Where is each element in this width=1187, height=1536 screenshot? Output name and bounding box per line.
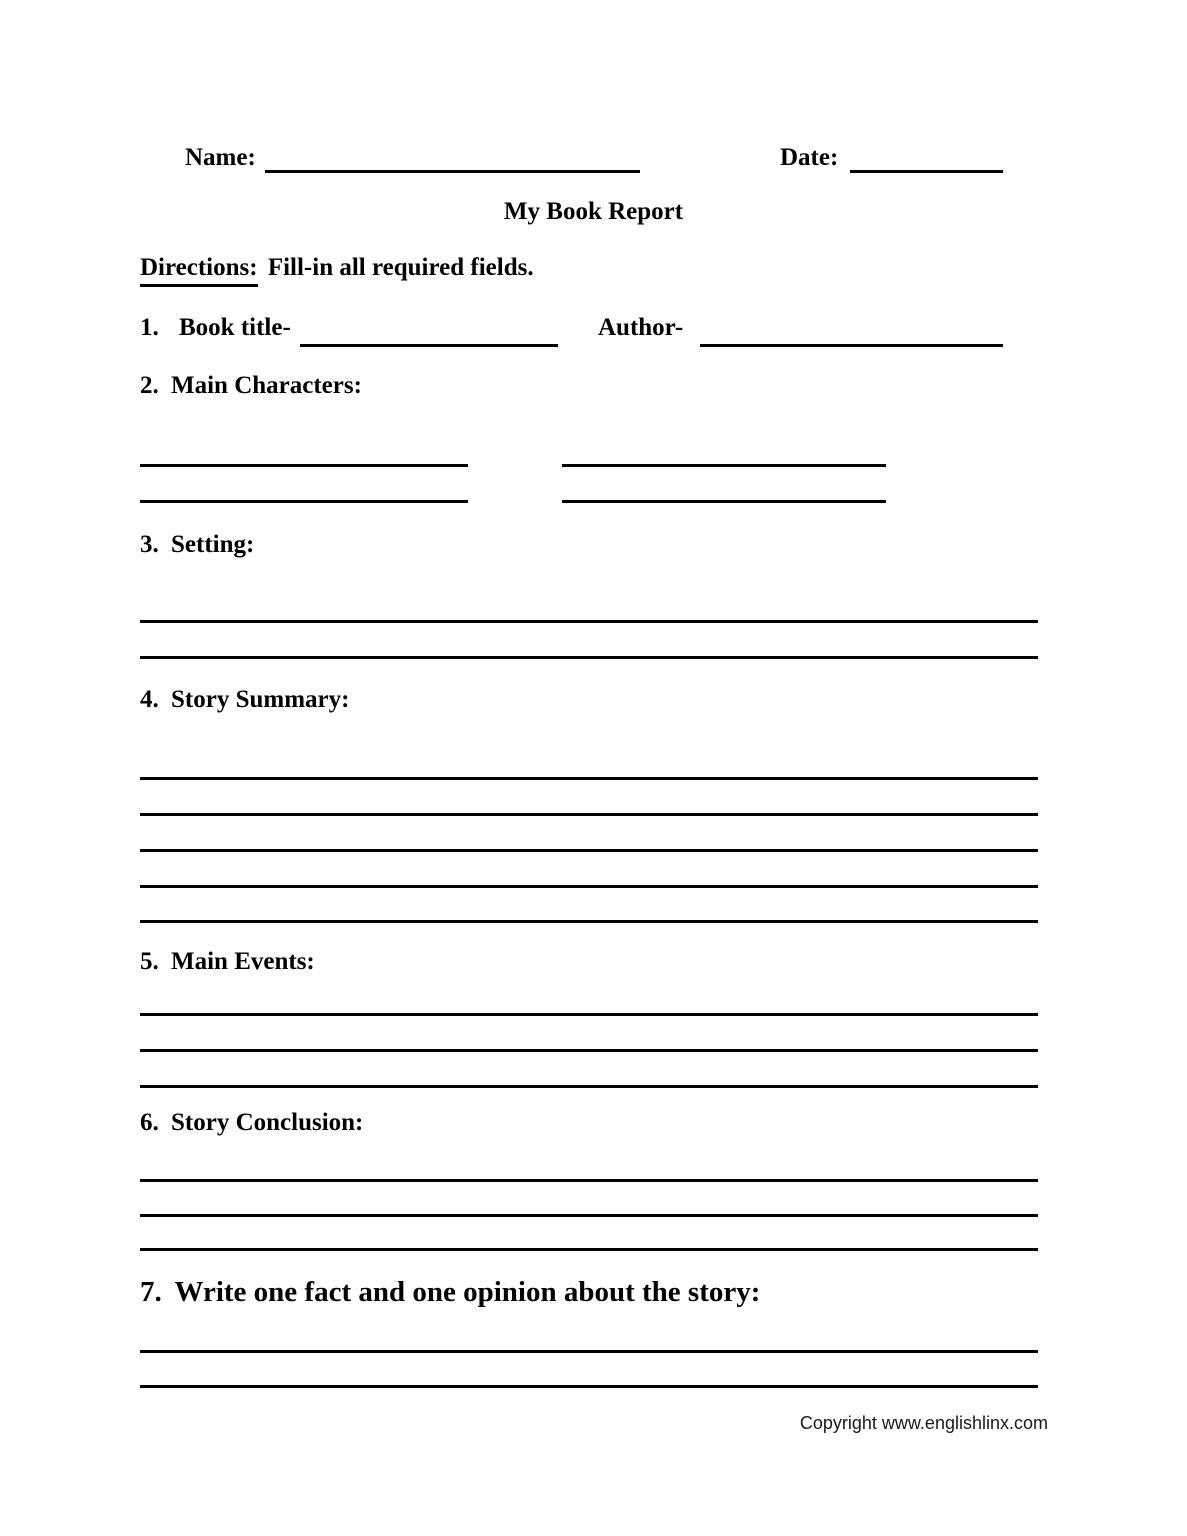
date-blank-line <box>850 170 1003 173</box>
story-conclusion-blank-line-2 <box>140 1214 1038 1217</box>
fact-opinion-blank-line-1 <box>140 1350 1038 1353</box>
author-label: Author- <box>598 314 684 341</box>
q3-number: 3. <box>140 531 159 558</box>
story-summary-blank-line-3 <box>140 849 1038 852</box>
q4-heading <box>140 686 349 715</box>
main-events-blank-line-3 <box>140 1085 1038 1088</box>
q2-heading <box>140 372 362 401</box>
q3-heading <box>140 531 254 560</box>
name-blank-line <box>265 170 640 173</box>
story-summary-blank-line-2 <box>140 813 1038 816</box>
fact-opinion-blank-line-2 <box>140 1385 1038 1388</box>
main-events-label: Main Events: <box>171 948 315 975</box>
directions-label: Directions: <box>140 254 258 287</box>
directions <box>140 254 534 287</box>
story-summary-blank-line-4 <box>140 885 1038 888</box>
story-summary-blank-line-5 <box>140 920 1038 923</box>
setting-label: Setting: <box>171 531 255 558</box>
main-events-blank-line-2 <box>140 1049 1038 1052</box>
q7-heading <box>140 1276 760 1309</box>
main-characters-blank-line-2 <box>562 464 886 467</box>
main-characters-blank-line-4 <box>562 500 886 503</box>
q5-number: 5. <box>140 948 159 975</box>
q7-number: 7. <box>140 1276 162 1308</box>
name-label: Name: <box>185 144 256 171</box>
main-characters-label: Main Characters: <box>171 372 362 399</box>
q6-heading <box>140 1109 363 1138</box>
directions-text: Fill-in all required fields. <box>267 254 534 281</box>
q6-number: 6. <box>140 1109 159 1136</box>
main-characters-blank-line-1 <box>140 464 468 467</box>
q5-heading <box>140 948 315 977</box>
story-conclusion-blank-line-1 <box>140 1179 1038 1182</box>
book-title-label: Book title- <box>179 314 291 341</box>
main-events-blank-line-1 <box>140 1013 1038 1016</box>
q4-number: 4. <box>140 686 159 713</box>
q1-number: 1. <box>140 314 159 341</box>
fact-opinion-label: Write one fact and one opinion about the story: <box>174 1276 761 1308</box>
q2-number: 2. <box>140 372 159 399</box>
book-title-blank-line <box>300 344 558 347</box>
date-label: Date: <box>780 144 839 171</box>
q1-heading <box>140 314 291 343</box>
author-blank-line <box>700 344 1003 347</box>
story-summary-blank-line-1 <box>140 777 1038 780</box>
setting-blank-line-2 <box>140 656 1038 659</box>
story-summary-label: Story Summary: <box>171 686 350 713</box>
page-title: My Book Report <box>503 198 684 225</box>
copyright-text: Copyright www.englishlinx.com <box>799 1413 1048 1433</box>
story-conclusion-blank-line-3 <box>140 1248 1038 1251</box>
main-characters-blank-line-3 <box>140 500 468 503</box>
story-conclusion-label: Story Conclusion: <box>171 1109 364 1136</box>
setting-blank-line-1 <box>140 620 1038 623</box>
